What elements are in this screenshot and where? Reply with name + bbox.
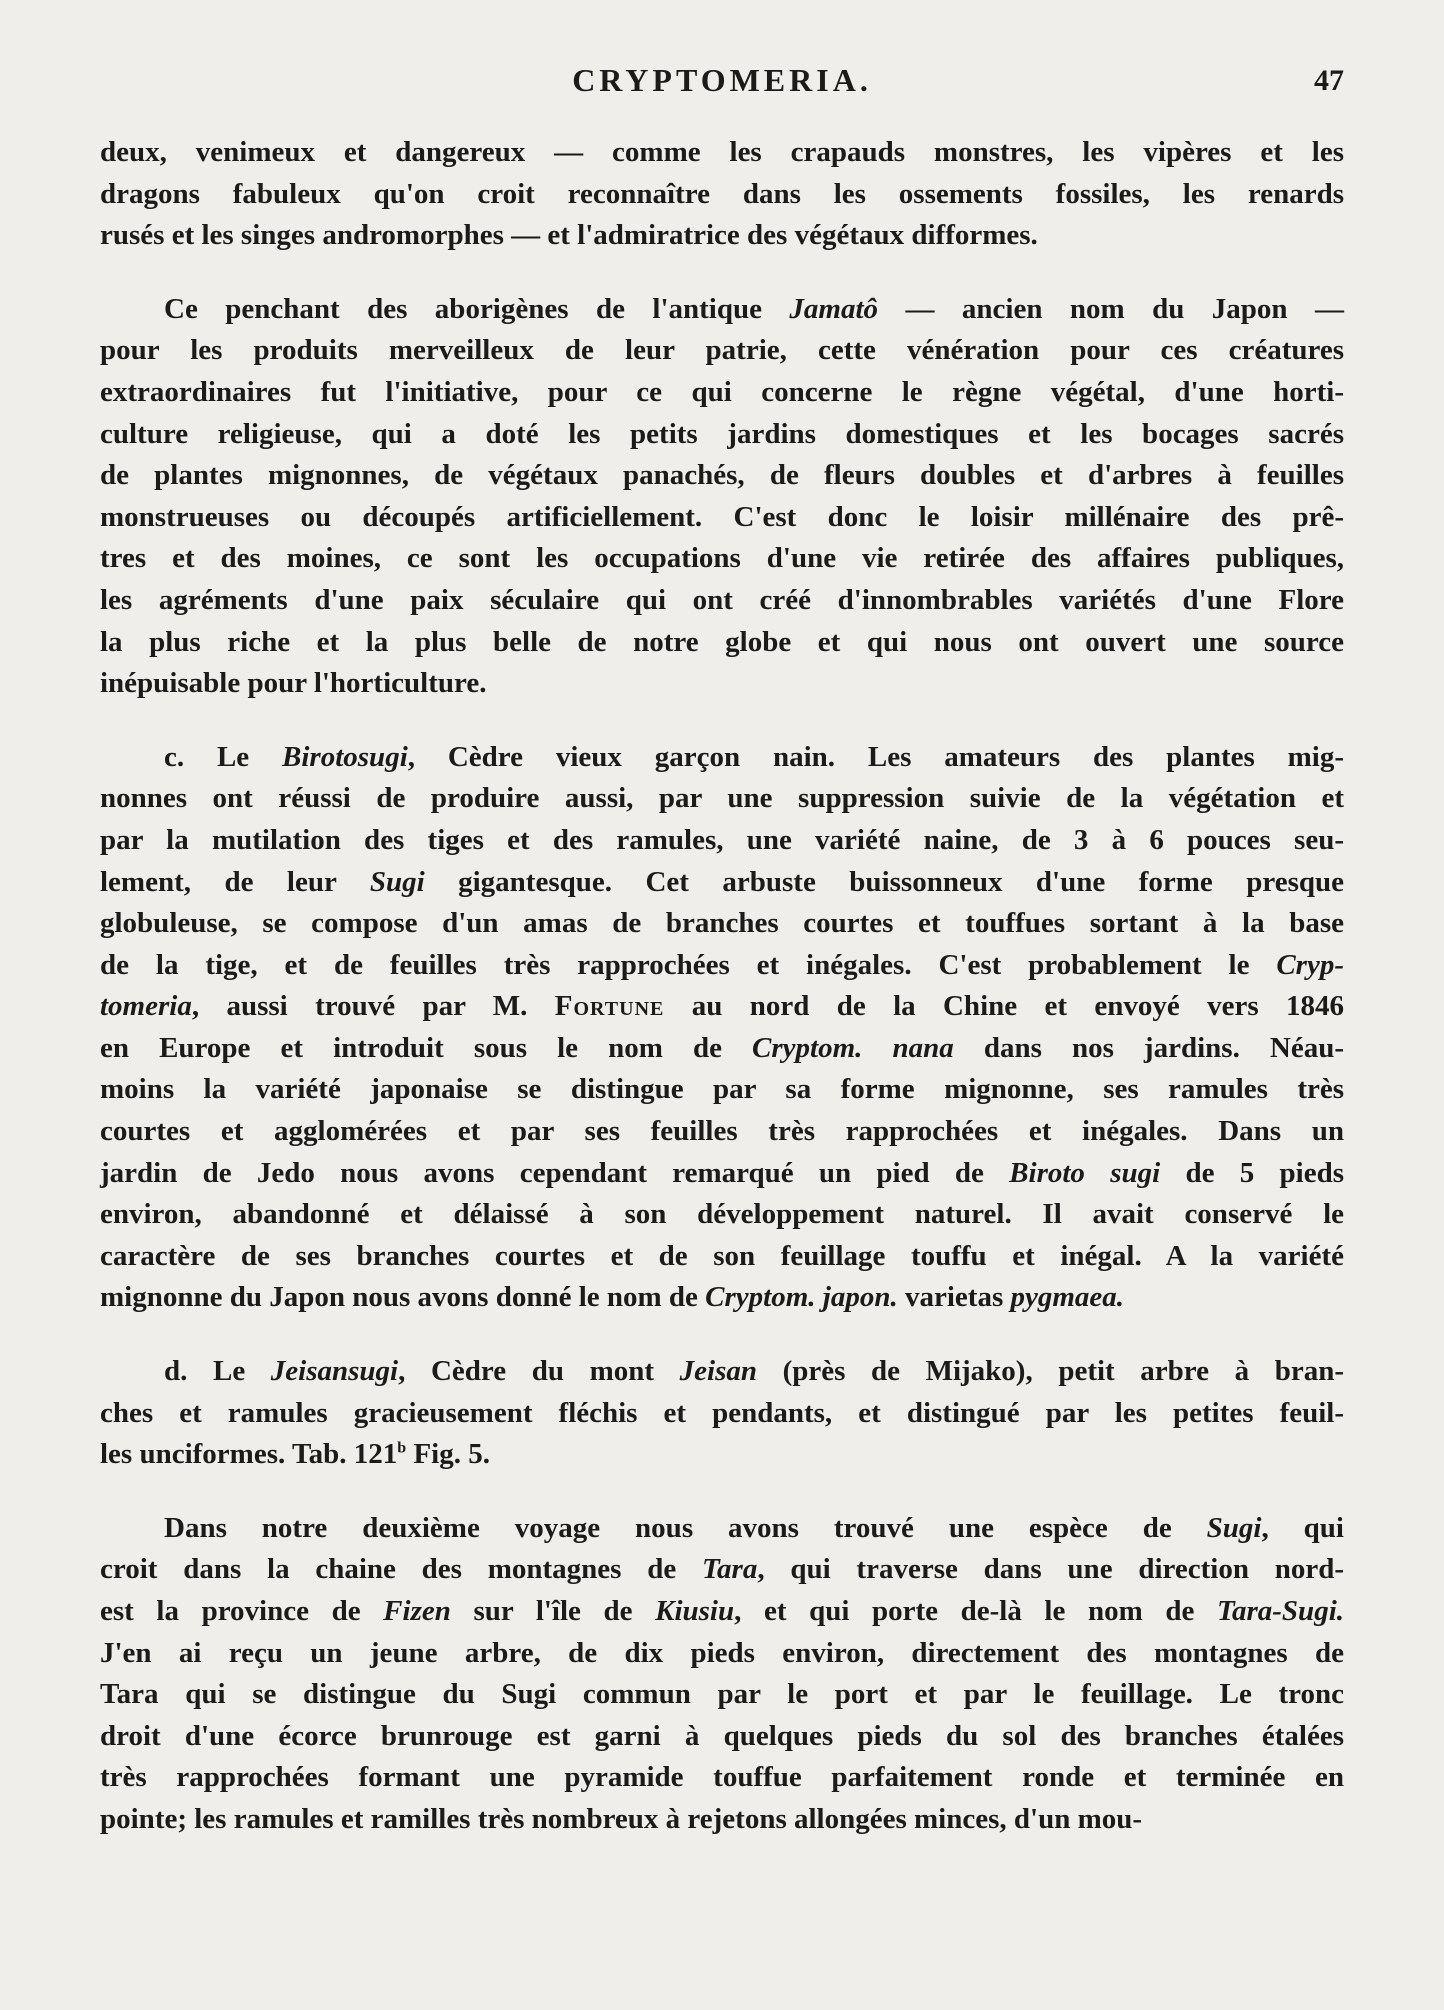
italic-term: Fizen [383, 1595, 451, 1627]
small-caps-name: Fortune [554, 990, 665, 1023]
text-line: les agréments d'une paix séculaire qui ont créé d'innombrables variétés d'une Flore [100, 583, 1344, 616]
italic-term: Sugi [369, 865, 425, 898]
text-line: très rapprochées formant une pyramide touffue parfaitement ronde et terminée en [100, 1761, 1344, 1794]
italic-term: Cryptom. nana [752, 1031, 954, 1064]
text-line: tomeria, aussi trouvé par M. Fortune au nord de la Chine et envoyé vers 1846 [100, 990, 1345, 1023]
paragraph-gap [100, 705, 1344, 737]
text-line: tres et des moines, ce sont les occupations d'une vie retirée des affaires publiques, [100, 542, 1344, 575]
text-line: c. Le Birotosugi, Cèdre vieux garçon nain. Les amateurs des plantes mig- [164, 740, 1344, 773]
superscript: b [397, 1439, 407, 1457]
text-line: nonnes ont réussi de produire aussi, par une suppression suivie de la végétation et [100, 782, 1344, 815]
italic-term: Kiusiu [655, 1595, 735, 1627]
text-line: est la province de Fizen sur l'île de Kiusiu, et qui porte de-là le nom de Tara-Sugi. [100, 1595, 1344, 1627]
paragraph-p4 [100, 1351, 1344, 1476]
italic-term: Jamatô [789, 292, 879, 325]
paragraph-p1 [100, 132, 1344, 257]
text-line: par la mutilation des tiges et des ramules, une variété naine, de 3 à 6 pouces seu- [100, 823, 1344, 856]
text-line: deux, venimeux et dangereux — comme les crapauds monstres, les vipères et les [100, 136, 1344, 168]
text-line: caractère de ses branches courtes et de son feuillage touffu et inégal. A la variété [100, 1239, 1344, 1272]
text-line: droit d'une écorce brunrouge est garni à quelques pieds du sol des branches étalées [100, 1719, 1344, 1752]
text-line: croit dans la chaine des montagnes de Tara, qui traverse dans une direction nord- [100, 1553, 1344, 1586]
italic-term: Jeisansugi [270, 1355, 399, 1388]
page-header [100, 62, 1344, 112]
text-line: la plus riche et la plus belle de notre globe et qui nous ont ouvert une source [100, 625, 1344, 658]
paragraph-gap [100, 1476, 1344, 1508]
text-line: ches et ramules gracieusement fléchis et pendants, et distingué par les petites feuil- [100, 1396, 1344, 1429]
body-text [100, 132, 1344, 1841]
italic-term: tomeria [100, 990, 192, 1023]
text-line: environ, abandonné et délaissé à son développement naturel. Il avait conservé le [100, 1198, 1344, 1231]
text-line: mignonne du Japon nous avons donné le nom de Cryptom. japon. varietas pygmaea. [100, 1281, 1125, 1314]
text-line: monstrueuses ou découpés artificiellement. C'est donc le loisir millénaire des prê- [100, 500, 1344, 533]
italic-term: Tara [701, 1553, 758, 1586]
text-line: pointe; les ramules et ramilles très nombreux à rejetons allongées minces, d'un mou- [100, 1802, 1143, 1835]
paragraph-p2 [100, 289, 1344, 705]
text-line: Tara qui se distingue du Sugi commun par le port et par le feuillage. Le tronc [100, 1678, 1344, 1711]
italic-term: Biroto sugi [1009, 1156, 1161, 1189]
text-line: lement, de leur Sugi gigantesque. Cet arbuste buissonneux d'une forme presque [100, 865, 1344, 898]
paragraph-gap [100, 257, 1344, 289]
paragraph-p5 [100, 1508, 1344, 1841]
running-title: CRYPTOMERIA. [572, 62, 872, 98]
text-line: dragons fabuleux qu'on croit reconnaître dans les ossements fossiles, les renards [100, 177, 1344, 210]
italic-term: Cryp- [1276, 948, 1344, 981]
italic-term: Sugi [1206, 1511, 1262, 1544]
text-line: de la tige, et de feuilles très rapprochées et inégales. C'est probablement le Cryp- [100, 948, 1344, 981]
italic-term: Tara-Sugi. [1216, 1595, 1344, 1627]
text-line: Dans notre deuxième voyage nous avons trouvé une espèce de Sugi, qui [164, 1511, 1344, 1544]
text-line: culture religieuse, qui a doté les petits jardins domestiques et les bocages sacrés [100, 417, 1344, 450]
paragraph-p3 [100, 737, 1344, 1319]
text-line: courtes et agglomérées et par ses feuilles très rapprochées et inégales. Dans un [100, 1115, 1344, 1148]
text-line: de plantes mignonnes, de végétaux panachés, de fleurs doubles et d'arbres à feuilles [100, 459, 1344, 492]
text-line: pour les produits merveilleux de leur patrie, cette vénération pour ces créatures [100, 334, 1344, 367]
paragraph-gap [100, 1319, 1344, 1351]
text-line: moins la variété japonaise se distingue par sa forme mignonne, ses ramules très [100, 1073, 1344, 1106]
text-line: les unciformes. Tab. 121$^b$ Fig. 5. [100, 1438, 490, 1471]
italic-term: pygmaea. [1010, 1281, 1125, 1314]
italic-term: Cryptom. japon. [705, 1281, 898, 1314]
text-line: inépuisable pour l'horticulture. [100, 667, 487, 700]
text-line: extraordinaires fut l'initiative, pour ce qui concerne le règne végétal, d'une horti- [100, 375, 1344, 408]
text-line: rusés et les singes andromorphes — et l'admiratrice des végétaux difformes. [100, 219, 1038, 252]
text-line: globuleuse, se compose d'un amas de branches courtes et touffues sortant à la base [100, 907, 1344, 940]
text-line: J'en ai reçu un jeune arbre, de dix pieds environ, directement des montagnes de [100, 1636, 1344, 1669]
text-line: d. Le Jeisansugi, Cèdre du mont Jeisan (près de Mijako), petit arbre à bran- [164, 1355, 1344, 1388]
page-number: 47 [1314, 64, 1344, 97]
italic-term: Jeisan [679, 1355, 757, 1388]
text-line: jardin de Jedo nous avons cependant remarqué un pied de Biroto sugi de 5 pieds [100, 1156, 1344, 1189]
text-line: en Europe et introduit sous le nom de Cryptom. nana dans nos jardins. Néau- [100, 1031, 1344, 1064]
italic-term: Birotosugi [282, 740, 408, 773]
text-line: Ce penchant des aborigènes de l'antique Jamatô — ancien nom du Japon — [164, 292, 1344, 325]
